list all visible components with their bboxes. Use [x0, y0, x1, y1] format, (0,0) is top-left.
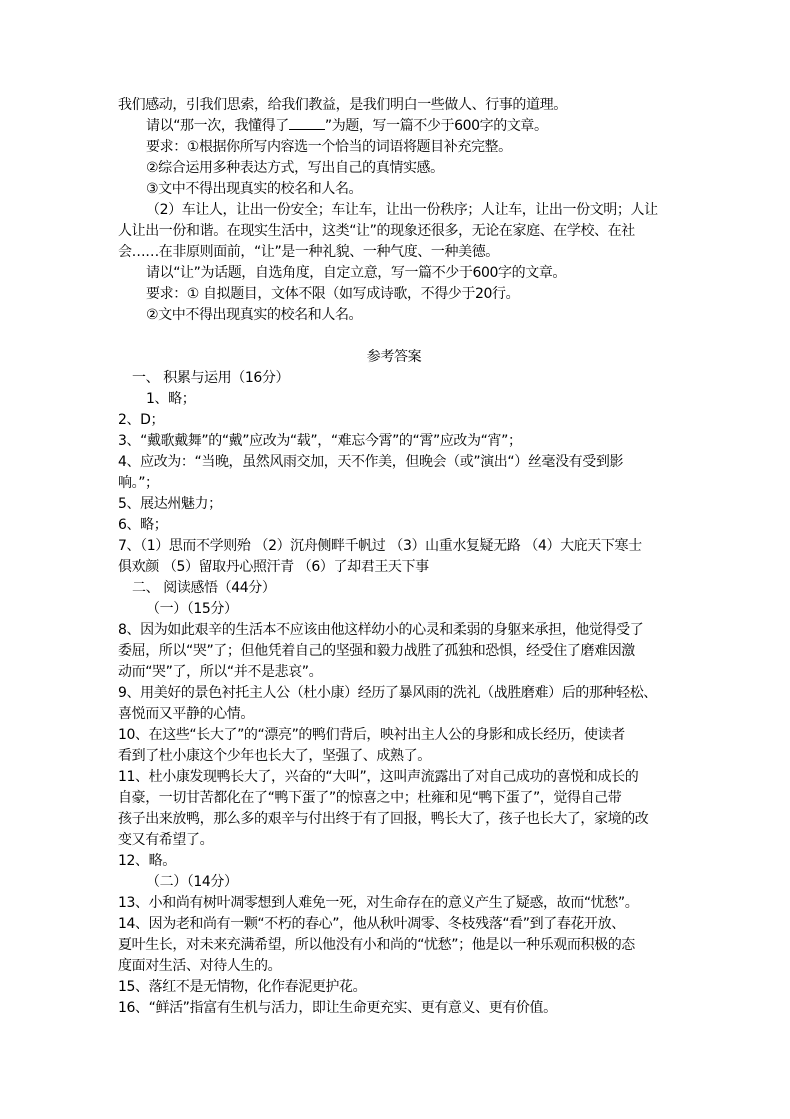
answer-line: 11、杜小康发现鸭长大了，兴奋的“大叫”，这叫声流露出了对自己成功的喜悦和成长的 — [118, 769, 639, 785]
text-line: 要求：①根据你所写内容选一个恰当的词语将题目补充完整。 — [146, 139, 512, 155]
answer-line: 14、因为老和尚有一颗“不朽的春心”，他从秋叶凋零、冬枝残落“看”到了春花开放、 — [118, 916, 625, 932]
answer-line: 16、“鲜活”指富有生机与活力，即让生命更充实、更有意义、更有价值。 — [118, 1000, 557, 1016]
answer-line: 夏叶生长，对未来充满希望，所以他没有小和尚的“忧愁”；他是以一种乐观而积极的态 — [118, 937, 635, 953]
answer-line: 自豪，一切甘苦都化在了“鸭下蛋了”的惊喜之中；杜雍和见“鸭下蛋了”，觉得自己带 — [118, 790, 622, 806]
text-line: 请以“让”为话题，自选角度，自定立意，写一篇不少于600字的文章。 — [146, 265, 567, 281]
text-line: ②文中不得出现真实的校名和人名。 — [146, 307, 363, 323]
answer-line: 响。”； — [118, 475, 159, 491]
text-line: 会……在非原则面前，“让”是一种礼貌、一种气度、一种美德。 — [118, 244, 499, 260]
answer-line: 2、D； — [118, 412, 165, 428]
answer-line: 喜悦而又平静的心情。 — [118, 706, 254, 722]
answer-line: 孩子出来放鸭，那么多的艰辛与付出终于有了回报，鸭长大了，孩子也长大了，家境的改 — [118, 811, 649, 827]
answer-line: 12、略。 — [118, 853, 176, 869]
answer-line: 15、落红不是无情物，化作春泥更护花。 — [118, 979, 367, 995]
prompt-title-end: ”为题，写一篇不少于600字的文章。 — [324, 118, 548, 134]
title-blank — [289, 116, 325, 130]
answer-line: 13、小和尚有树叶凋零想到人难免一死，对生命存在的意义产生了疑惑，故而“忧愁”。 — [118, 895, 639, 911]
answer-line: 动而“哭”了，所以“并不是悲哀”。 — [118, 664, 323, 680]
answer-line: 1、略； — [146, 391, 196, 407]
subsection-heading: （一）（15分） — [146, 601, 238, 617]
spacer — [118, 326, 670, 347]
text-line: （2）车让人，让出一份安全；车让车，让出一份秩序；人让车，让出一份文明；人让 — [146, 202, 658, 218]
answer-line: 度面对生活、对待人生的。 — [118, 958, 282, 974]
answer-line: 俱欢颜 （5）留取丹心照汗青 （6）了却君王天下事 — [118, 559, 429, 575]
answer-line: 5、展达州魅力； — [118, 496, 222, 512]
section-title: 参考答案 — [366, 349, 422, 365]
text-line — [118, 116, 670, 137]
answer-line: 4、应改为：“当晚，虽然风雨交加，天不作美，但晚会（或”演出“）丝毫没有受到影 — [118, 454, 624, 470]
document-page — [118, 95, 670, 1019]
section-heading: 一、 积累与运用（16分） — [132, 370, 290, 386]
answer-line: 8、因为如此艰辛的生活本不应该由他这样幼小的心灵和柔弱的身躯来承担，他觉得受了 — [118, 622, 644, 638]
answer-line: 7、（1）思而不学则殆 （2）沉舟侧畔千帆过 （3）山重水复疑无路 （4）大庇天下寒士 — [118, 538, 642, 554]
text-line: ③文中不得出现真实的校名和人名。 — [146, 181, 363, 197]
answer-line: 3、“戴歌戴舞”的“戴”应改为“载”，“难忘今霄”的“霄”应改为“宵”； — [118, 433, 522, 449]
answer-line: 看到了杜小康这个少年也长大了，坚强了、成熟了。 — [118, 748, 431, 764]
answer-line: 10、在这些“长大了”的“漂亮”的鸭们背后，映衬出主人公的身影和成长经历，使读者 — [118, 727, 625, 743]
text-line: ②综合运用多种表达方式，写出自己的真情实感。 — [146, 160, 444, 176]
answer-line: 9、用美好的景色衬托主人公（杜小康）经历了暴风雨的洗礼（战胜磨难）后的那种轻松、 — [118, 685, 657, 701]
text-line: 我们感动，引我们思索，给我们教益，是我们明白一些做人、行事的道理。 — [118, 97, 567, 113]
answer-line: 6、略； — [118, 517, 168, 533]
answer-line: 变又有希望了。 — [118, 832, 214, 848]
prompt-title-start: 请以“那一次，我懂得了 — [146, 118, 289, 134]
text-line: 要求：① 自拟题目，文体不限（如写成诗歌，不得少于20行。 — [146, 286, 520, 302]
subsection-heading: （二）（14分） — [146, 874, 238, 890]
text-line: 人让出一份和谐。在现实生活中，这类“让”的现象还很多，无论在家庭、在学校、在社 — [118, 223, 635, 239]
answer-line: 委屈，所以“哭”了；但他凭着自己的坚强和毅力战胜了孤独和恐惧，经受住了磨难因激 — [118, 643, 635, 659]
section-heading: 二、 阅读感悟（44分） — [132, 580, 276, 596]
